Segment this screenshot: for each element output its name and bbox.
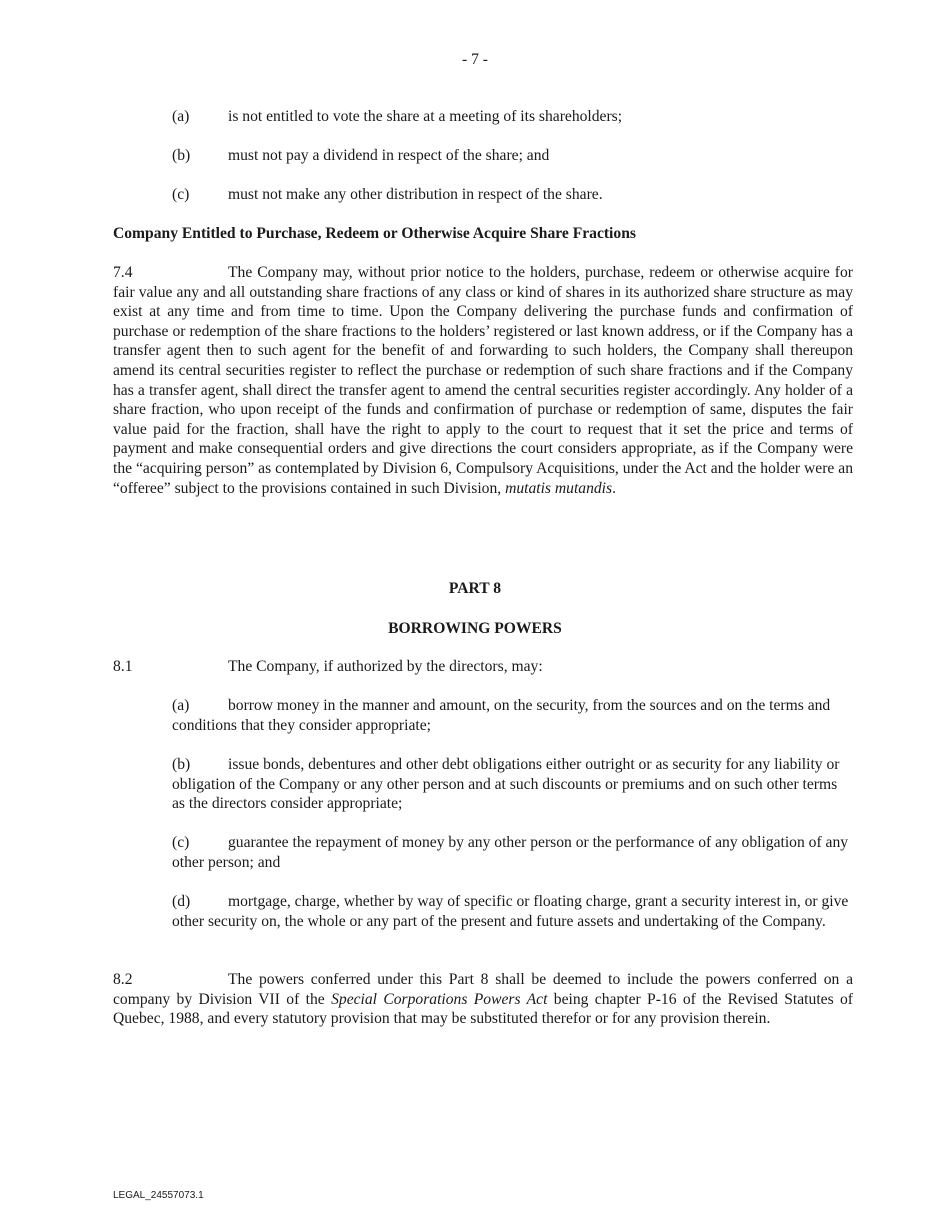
section-8-2: [113, 970, 853, 1029]
item-text: must not make any other distribution in respect of the share.: [228, 186, 603, 203]
list-item: [172, 892, 852, 931]
section-text: The powers conferred under this Part 8 shall be deemed to include the powers conferred on a company by Division VII of the: [113, 971, 853, 1008]
item-label: (b): [172, 756, 191, 773]
section-text-cont: being chapter P-16 of the Revised Statutes of Quebec, 1988, and every statutory provision that may be substituted therefor or for any provision therein.: [113, 990, 853, 1028]
item-text: is not entitled to vote the share at a meeting of its shareholders;: [228, 108, 623, 125]
section-intro: The Company, if authorized by the directors, may:: [228, 658, 543, 675]
section-heading: Company Entitled to Purchase, Redeem or Otherwise Acquire Share Fractions: [113, 225, 636, 242]
section-7-4: [113, 263, 853, 498]
list-item: [172, 833, 852, 872]
act-title: Special Corporations Powers Act: [331, 990, 548, 1008]
item-label: (d): [172, 893, 191, 910]
section-number: 7.4: [113, 264, 133, 281]
section-text: The Company may, without prior notice to the holders, purchase, redeem or otherwise acquire for fair value any and all outstanding share fractions of any class or kind of shares in its authorized share structure as may exist at any time and from time to time. Upon the Company delivering the purchase funds and confirmation of purchase or redemption of the share fractions to the holders’ registered or last known address, or if the Company has a transfer agent then to such agent for the benefit of and forwarding to such holders, the Company shall thereupon amend its central securities register to reflect the purchase or redemption of such share fractions and if the Company has a transfer agent, shall direct the transfer agent to amend the central securities register accordingly. Any holder of a share fraction, who upon receipt of the funds and confirmation of purchase or redemption of same, disputes the fair value paid for the fraction, shall have the right to apply to the court to request that it set the price and terms of payment and make consequential orders and give directions the court considers appropriate, as if the Company were the “acquiring person” as contemplated by Division 6, Compulsory Acquisitions, under the Act and the holder were an “offeree” subject to the provisions contained in such Division,: [113, 264, 853, 497]
item-label: (a): [172, 697, 190, 714]
item-label: (b): [172, 147, 191, 164]
item-label: (c): [172, 186, 190, 203]
item-text: mortgage, charge, whether by way of specific or floating charge, grant a security interest in, or give other security on, the whole or any part of the present and future assets and undertaking of the Company.: [172, 893, 849, 930]
item-label: (a): [172, 108, 190, 125]
item-text: guarantee the repayment of money by any other person or the performance of any obligation of any other person; and: [172, 834, 849, 871]
document-id-footer: LEGAL_24557073.1: [113, 1190, 204, 1201]
list-item: [172, 696, 852, 735]
page-number: - 7 -: [462, 51, 488, 68]
part-subtitle: BORROWING POWERS: [388, 620, 562, 637]
item-text: issue bonds, debentures and other debt obligations either outright or as security for any liability or obligation of the Company or any other person and at such discounts or premiums and on such other terms as the directors consider appropriate;: [172, 756, 840, 813]
item-text: must not pay a dividend in respect of the share; and: [228, 147, 550, 164]
part-title: PART 8: [448, 580, 502, 597]
item-text: borrow money in the manner and amount, on the security, from the sources and on the terms and conditions that they consider appropriate;: [172, 697, 831, 734]
section-number: 8.1: [113, 658, 133, 675]
section-8-1: [113, 657, 853, 677]
list-item: [172, 755, 852, 814]
item-label: (c): [172, 834, 190, 851]
italic-phrase: mutatis mutandis: [505, 479, 613, 497]
section-number: 8.2: [113, 971, 133, 988]
end-punct: .: [612, 479, 616, 497]
